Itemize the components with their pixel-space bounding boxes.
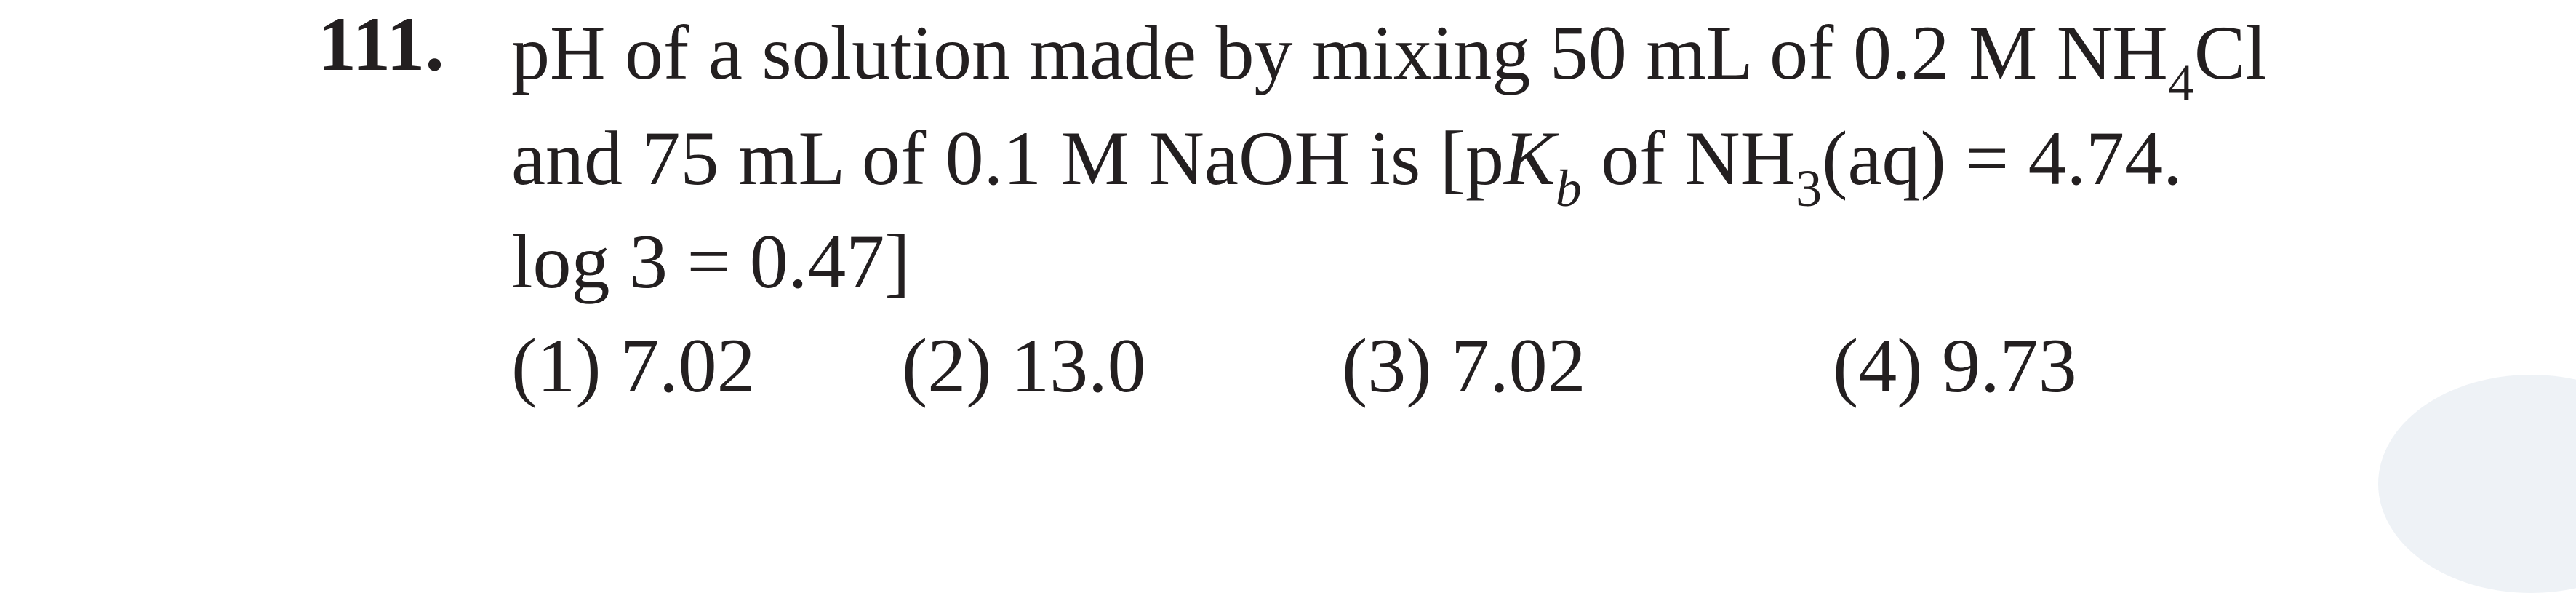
question-line-1 — [511, 10, 2267, 112]
kb-symbol: K — [1504, 116, 1556, 201]
option-1[interactable]: (1) 7.02 — [511, 323, 756, 408]
question-line-2-text: and 75 mL of 0.1 M NaOH is [p — [511, 116, 1505, 201]
nh3-subscript: 3 — [1796, 159, 1823, 218]
option-3[interactable]: (3) 7.02 — [1342, 323, 1586, 408]
answer-options — [0, 323, 2576, 415]
option-2[interactable]: (2) 13.0 — [902, 323, 1146, 408]
question-line-2 — [511, 116, 2183, 218]
kb-subscript: b — [1555, 159, 1582, 218]
option-4[interactable]: (4) 9.73 — [1833, 323, 2077, 408]
question-line-2-mid: of NH — [1581, 116, 1796, 201]
question-line-1-tail: Cl — [2193, 10, 2267, 95]
question-number: 111. — [318, 1, 444, 87]
question-line-1-text: pH of a solution made by mixing 50 mL of 0.2 M NH — [511, 10, 2168, 95]
nh4-subscript: 4 — [2167, 54, 2194, 112]
question-line-3: log 3 = 0.47] — [511, 219, 911, 304]
question-line-2-tail: (aq) = 4.74. — [1822, 116, 2183, 201]
